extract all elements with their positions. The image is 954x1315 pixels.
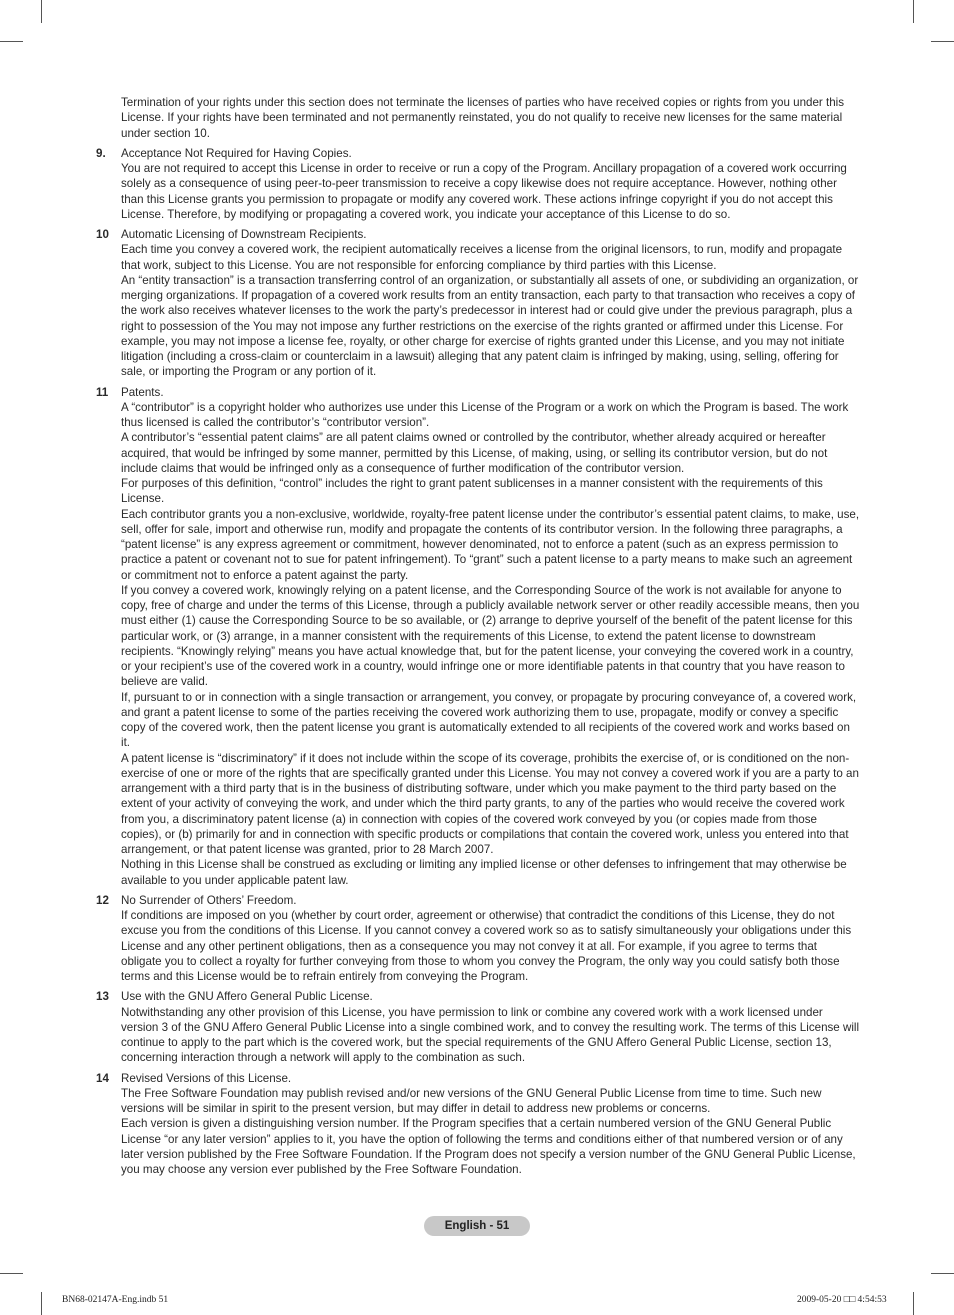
crop-mark: [913, 1292, 914, 1315]
intro-paragraph: Termination of your rights under this section does not terminate the licenses of parties who have received copies or rights from you under this License. If your rights have been terminated and not permanently reinstated, you do not qualify to receive new licenses for the same material under section 10.: [121, 96, 845, 140]
crop-mark: [0, 1273, 23, 1274]
crop-mark: [931, 1273, 954, 1274]
license-section: [96, 227, 860, 380]
print-slug-file: BN68-02147A-Eng.indb 51: [62, 1295, 169, 1305]
section-heading: Patents.: [121, 385, 164, 399]
crop-mark: [931, 41, 954, 42]
section-paragraph: A “contributor” is a copyright holder who authorizes use under this License of the Program or a work on which the Program is based. The work thus licensed is called the contributor’s “contributor version”.: [121, 400, 849, 429]
section-paragraph: If you convey a covered work, knowingly relying on a patent license, and the Corresponding Source of the work is not available for anyone to copy, free of charge and under the terms of this License, through a publicly available network server or other readily accessible means, then you must either (1) cause the Corresponding Source to be so available, or (2) arrange to deprive yourself of the benefit of the patent license for this particular work, or (3) arrange, in a manner consistent with the requirements of this License, to extend the patent license to downstream recipients. “Knowingly relying” means you have actual knowledge that, but for the patent license, your conveying the covered work in a country, or your recipient’s use of the covered work in a country, would infringe one or more identifiable patents in that country that you have reason to believe are valid.: [121, 583, 860, 689]
section-number: 9.: [96, 146, 106, 160]
section-paragraph: Each version is given a distinguishing version number. If the Program specifies that a certain numbered version of the GNU General Public License “or any later version” applies to it, you have the option of following the terms and conditions either of that numbered version or of any later version published by the Free Software Foundation. If the Program does not specify a version number of the GNU General Public License, you may choose any version ever published by the Free Software Foundation.: [121, 1117, 856, 1176]
section-heading: No Surrender of Others’ Freedom.: [121, 893, 297, 907]
section-list: [96, 146, 860, 1178]
license-section: [96, 146, 860, 222]
page-number-badge: English - 51: [424, 1216, 530, 1236]
section-paragraph: An “entity transaction” is a transaction transferring control of an organization, or substantially all assets of one, or subdividing an organization, or merging organizations. If propagation of a covered work results from an entity transaction, each party to that transaction who receives a copy of the work also receives whatever licenses to the work the party’s predecessor in interest had or could give under the previous paragraph, plus a right to possession of the You may not impose any further restrictions on the exercise of the rights granted or affirmed under this License. For example, you may not impose a license fee, royalty, or other charge for exercise of rights granted under this License, and you may not initiate litigation (including a cross-claim or counterclaim in a lawsuit) alleging that any patent claim is infringed by making, using, selling, offering for sale, or importing the Program or any portion of it.: [121, 273, 859, 379]
section-paragraph: If conditions are imposed on you (whether by court order, agreement or otherwise) that contradict the conditions of this License, they do not excuse you from the conditions of this License. If you cannot convey a covered work so as to satisfy simultaneously your obligations under this License and any other pertinent obligations, then as a consequence you may not convey it at all. For example, if you agree to terms that obligate you to collect a royalty for further conveying from those to whom you convey the Program, the only way you could satisfy both those terms and this License would be to refrain entirely from conveying the Program.: [121, 909, 852, 983]
section-number: 14: [96, 1071, 109, 1085]
section-heading: Revised Versions of this License.: [121, 1071, 292, 1085]
section-paragraph: Each time you convey a covered work, the recipient automatically receives a license from the original licensors, to run, modify and propagate that work, subject to this License. You are not responsible for enforcing compliance by third parties with this License.: [121, 243, 843, 272]
section-heading: Use with the GNU Affero General Public License.: [121, 990, 373, 1004]
section-paragraph: A contributor’s “essential patent claims” are all patent claims owned or controlled by the contributor, whether already acquired or hereafter acquired, that would be infringed by some manner, permitted by this License, of making, using, or selling its contributor version, but do not include claims that would be infringed only as a consequence of further modification of the contributor version.: [121, 431, 828, 475]
section-heading: Acceptance Not Required for Having Copies.: [121, 146, 352, 160]
license-section: [96, 1071, 860, 1178]
crop-mark: [41, 0, 42, 23]
section-paragraph: Nothing in this License shall be construed as excluding or limiting any implied license or other defenses to infringement that may otherwise be available to you under applicable patent law.: [121, 858, 847, 887]
section-paragraph: You are not required to accept this License in order to receive or run a copy of the Program. Ancillary propagation of a covered work occurring solely as a consequence of using peer-to-peer transmission to receive a copy likewise does not require acceptance. However, nothing other than this License grants you permission to propagate or modify any covered work. These actions infringe copyright if you do not accept this License. Therefore, by modifying or propagating a covered work, you indicate your acceptance of this License to do so.: [121, 162, 847, 221]
section-paragraph: The Free Software Foundation may publish revised and/or new versions of the GNU General Public License from time to time. Such new versions will be similar in spirit to the present version, but may differ in detail to address new problems or concerns.: [121, 1086, 822, 1115]
section-number: 12: [96, 893, 109, 907]
crop-mark: [41, 1292, 42, 1315]
section-paragraph: A patent license is “discriminatory” if it does not include within the scope of its coverage, prohibits the exercise of, or is conditioned on the non-exercise of one or more of the rights that are specifically granted under this License. You may not convey a covered work if you are a party to an arrangement with a third party that is in the business of distributing software, under which you make payment to the third party based on the extent of your activity of conveying the work, and under which the third party grants, to any of the parties who would receive the covered work from you, a discriminatory patent license (a) in connection with copies of the covered work conveyed by you (or copies made from those copies), or (b) primarily for and in connection with specific products or compilations that contain the covered work, unless you entered into that arrangement, or that patent license was granted, prior to 28 March 2007.: [121, 751, 859, 856]
section-number: 10: [96, 228, 109, 241]
license-section: [96, 385, 860, 888]
section-paragraph: If, pursuant to or in connection with a single transaction or arrangement, you convey, or propagate by procuring conveyance of, a covered work, and grant a patent license to some of the parties receiving the covered work authorizing them to use, propagate, modify or convey a specific copy of the covered work, then the patent license you grant is automatically extended to all recipients of the covered work and works based on it.: [121, 690, 857, 750]
section-paragraph: Notwithstanding any other provision of this License, you have permission to link or combine any covered work with a work licensed under version 3 of the GNU Affero General Public License into a single combined work, and to convey the resulting work. The terms of this License will continue to apply to the part which is the covered work, but the special requirements of the GNU Affero General Public License, section 13, concerning interaction through a network will apply to the combination as such.: [121, 1005, 860, 1065]
section-number: 11: [96, 385, 109, 399]
section-paragraph: Each contributor grants you a non-exclusive, worldwide, royalty-free patent license under the contributor’s essential patent claims, to make, use, sell, offer for sale, import and otherwise run, modify and propagate the contents of its contributor version. In the following three paragraphs, a “patent license” is any express agreement or commitment, however denominated, not to enforce a patent (such as an express permission to practice a patent or covenant not to sue for patent infringement). To “grant” such a patent license to a party means to make such an agreement or commitment not to enforce a patent against the party.: [121, 507, 860, 582]
section-paragraph: For purposes of this definition, “control” includes the right to grant patent sublicenses in a manner consistent with the requirements of this License.: [121, 477, 823, 506]
crop-mark: [913, 0, 914, 23]
license-section: [96, 989, 860, 1065]
section-number: 13: [96, 990, 109, 1004]
license-text: [96, 95, 860, 1182]
license-section: [96, 893, 860, 985]
print-slug-date: 2009-05-20 □□ 4:54:53: [797, 1295, 887, 1305]
section-heading: Automatic Licensing of Downstream Recipients.: [121, 228, 367, 241]
crop-mark: [0, 41, 23, 42]
